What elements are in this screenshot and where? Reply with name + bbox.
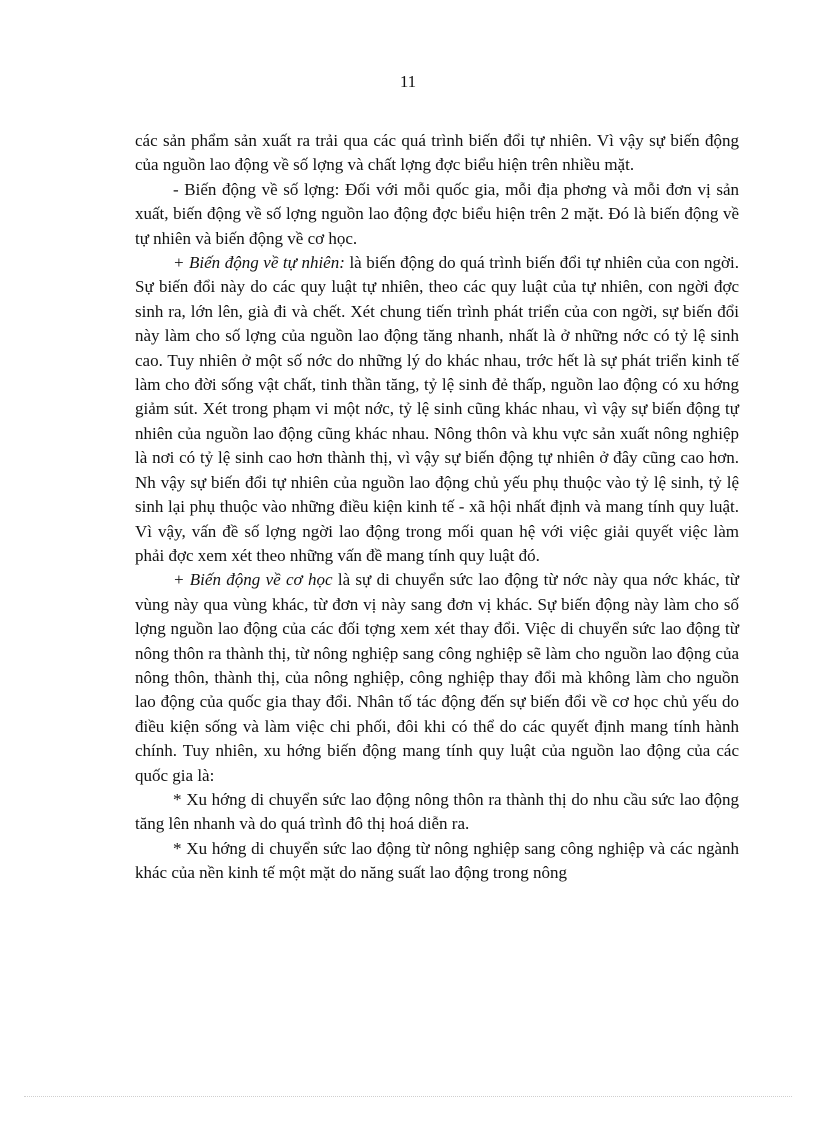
paragraph-natural-change (135, 251, 739, 568)
natural-change-text: là biến động do quá trình biến đổi tự nhiên của con ngời. Sự biến đổi này do các quy luật tự nhiên, theo các quy luật của tự nhiên, con ngời đợc sinh ra, lớn lên, già đi và chết. Xét chung tiến trình phát triển của con ngời, sự biến đổi này làm cho số lợng của nguồn lao động tăng nhanh, nhất là ở những nớc có tỷ lệ sinh cao. Tuy nhiên ở một số nớc do những lý do khác nhau, trớc hết là sự phát triển kinh tế làm cho đời sống vật chất, tinh thần tăng, tỷ lệ sinh đẻ thấp, nguồn lao động có xu hớng giảm sút. Xét trong phạm vi một nớc, tỷ lệ sinh cũng khác nhau, vì vậy sự biến động tự nhiên của nguồn lao động cũng khác nhau. Nông thôn và khu vực sản xuất nông nghiệp là nơi có tỷ lệ sinh cao hơn thành thị, vì vậy sự biến động tự nhiên ở đây cũng cao hơn. Nh vậy sự biến đổi tự nhiên của nguồn lao động chủ yếu phụ thuộc vào tỷ lệ sinh, tỷ lệ sinh lại phụ thuộc vào những điều kiện kinh tế - xã hội nhất định và mang tính quy luật. Vì vậy, vấn đề số lợng ngời lao động trong mối quan hệ với việc giải quyết việc làm phải đợc xem xét theo những vấn đề mang tính quy luật đó. (135, 253, 739, 565)
natural-change-heading: + Biến động về tự nhiên: (173, 253, 345, 273)
paragraph-quantity-change: - Biến động về số lợng: Đối với mỗi quốc gia, mỗi địa phơng và mỗi đơn vị sản xuất, biến động về số lợng nguồn lao động đợc biểu hiện trên 2 mặt. Đó là biến động về tự nhiên và biến động về cơ học. (135, 179, 739, 248)
document-body (135, 129, 739, 886)
paragraph-trend-rural-urban: * Xu hớng di chuyển sức lao động nông thôn ra thành thị do nhu cầu sức lao động tăng lên nhanh và do quá trình đô thị hoá diễn ra. (135, 789, 739, 834)
mechanical-change-text: là sự di chuyển sức lao động từ nớc này qua nớc khác, từ vùng này qua vùng khác, từ đơn vị này sang đơn vị khác. Sự biến động này làm cho số lợng nguồn lao động của các đối tợng xem xét thay đổi. Việc di chuyển sức lao động từ nông thôn ra thành thị, từ nông nghiệp sang công nghiệp sẽ làm cho nguồn lao động của nông thôn, thành thị, của nông nghiệp, công nghiệp thay đổi mà không làm cho nguồn lao động của quốc gia thay đổi. Nhân tố tác động đến sự biến đổi về cơ học chủ yếu do điều kiện sống và làm việc chi phối, đôi khi có thể do các quyết định mang tính hành chính. Tuy nhiên, xu hớng biến động mang tính quy luật của nguồn lao động của các quốc gia là: (135, 570, 739, 785)
paragraph-trend-agri-industry: * Xu hớng di chuyển sức lao động từ nông nghiệp sang công nghiệp và các ngành khác của nền kinh tế một mặt do năng suất lao động trong nông (135, 838, 739, 883)
mechanical-change-heading: + Biến động về cơ học (173, 570, 333, 590)
footer-divider (24, 1096, 792, 1097)
page-number: 11 (399, 72, 417, 91)
paragraph-intro: các sản phẩm sản xuất ra trải qua các quá trình biến đổi tự nhiên. Vì vậy sự biến động của nguồn lao động về số lợng và chất lợng đợc biểu hiện trên nhiều mặt. (135, 131, 739, 175)
paragraph-mechanical-change (135, 568, 739, 788)
